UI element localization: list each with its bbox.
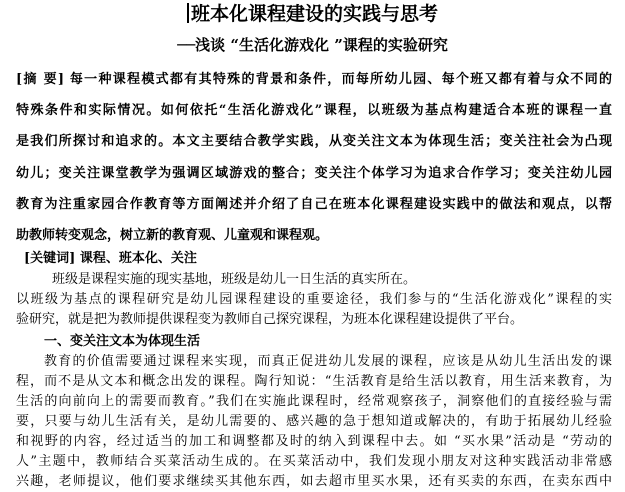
body-line: 程，而不是从文本和概念出发的课程。陶行知说：“生活教育是给生活以教育，用生活来教育，为	[16, 374, 612, 389]
text-cursor	[187, 3, 189, 23]
document-title	[0, 2, 625, 26]
body-line: 要，只要与幼儿生活有关，是幼儿需要的、感兴趣的急于想知道或解决的，有助于拓展幼儿经验	[16, 414, 612, 429]
abstract-line: [摘 要] 每一种课程模式都有其特殊的背景和条件，而每所幼儿园、每个班又都有着与众不同的	[16, 72, 612, 87]
body-line: 验研究，就是把为教师提供课程变为教师自己探究课程，为班本化课程建设提供了平台。	[16, 312, 524, 327]
document-subtitle: ──浅谈 “生活化游戏化 ”课程的实验研究	[177, 36, 448, 54]
body-line: 教育的价值需要通过课程来实现，而真正促进幼儿发展的课程，应该是从幼儿生活出发的课	[44, 354, 612, 369]
abstract-line: 是我们所探讨和追求的。本文主要结合教学实践，从变关注文本为体现生活；变关注社会为凸现	[16, 134, 612, 150]
body-line: 人”主题中，教师结合买菜活动生成的。在买菜活动中，我们发现小朋友对这种实践活动非常感	[16, 454, 612, 469]
abstract-line: 幼儿；变关注课堂教学为强调区域游戏的整合；变关注个体学习为追求合作学习；变关注幼儿园	[16, 165, 612, 181]
body-line: 生活的向前向上的需要而教育。”我们在实施此课程时，经常观察孩子，洞察他们的直接经验与需	[16, 394, 612, 409]
section-heading: 一、变关注文本为体现生活	[44, 334, 201, 349]
keywords-line: [关键词] 课程、班本化、关注	[24, 251, 197, 266]
body-line: 和视野的内容，经过适当的加工和调整都及时的纳入到课程中去。如 “买水果”活动是 “劳动的	[16, 434, 612, 449]
abstract-line: 助教师转变观念，树立新的教育观、儿童观和课程观。	[16, 227, 329, 243]
body-line: 班级是课程实施的现实基地，班级是幼儿一日生活的真实所在。	[52, 272, 417, 287]
body-line: 以班级为基点的课程研究是幼儿园课程建设的重要途径，我们参与的“生活化游戏化”课程的实	[16, 292, 612, 307]
body-line: 兴趣，老师提议，他们要求继续买其他东西，如去超市里买水果，还有买卖的东西，在卖东西中	[16, 474, 612, 489]
abstract-paragraph	[16, 64, 612, 251]
document-title-text: 班本化课程建设的实践与思考	[190, 3, 438, 25]
abstract-line: 特殊条件和实际情况。如何依托“生活化游戏化”课程，以班级为基点构建适合本班的课程一直	[16, 103, 612, 119]
abstract-line: 教育为注重家园合作教育等方面阐述并介绍了自己在班本化课程建设实践中的做法和观点，以帮	[16, 196, 612, 212]
